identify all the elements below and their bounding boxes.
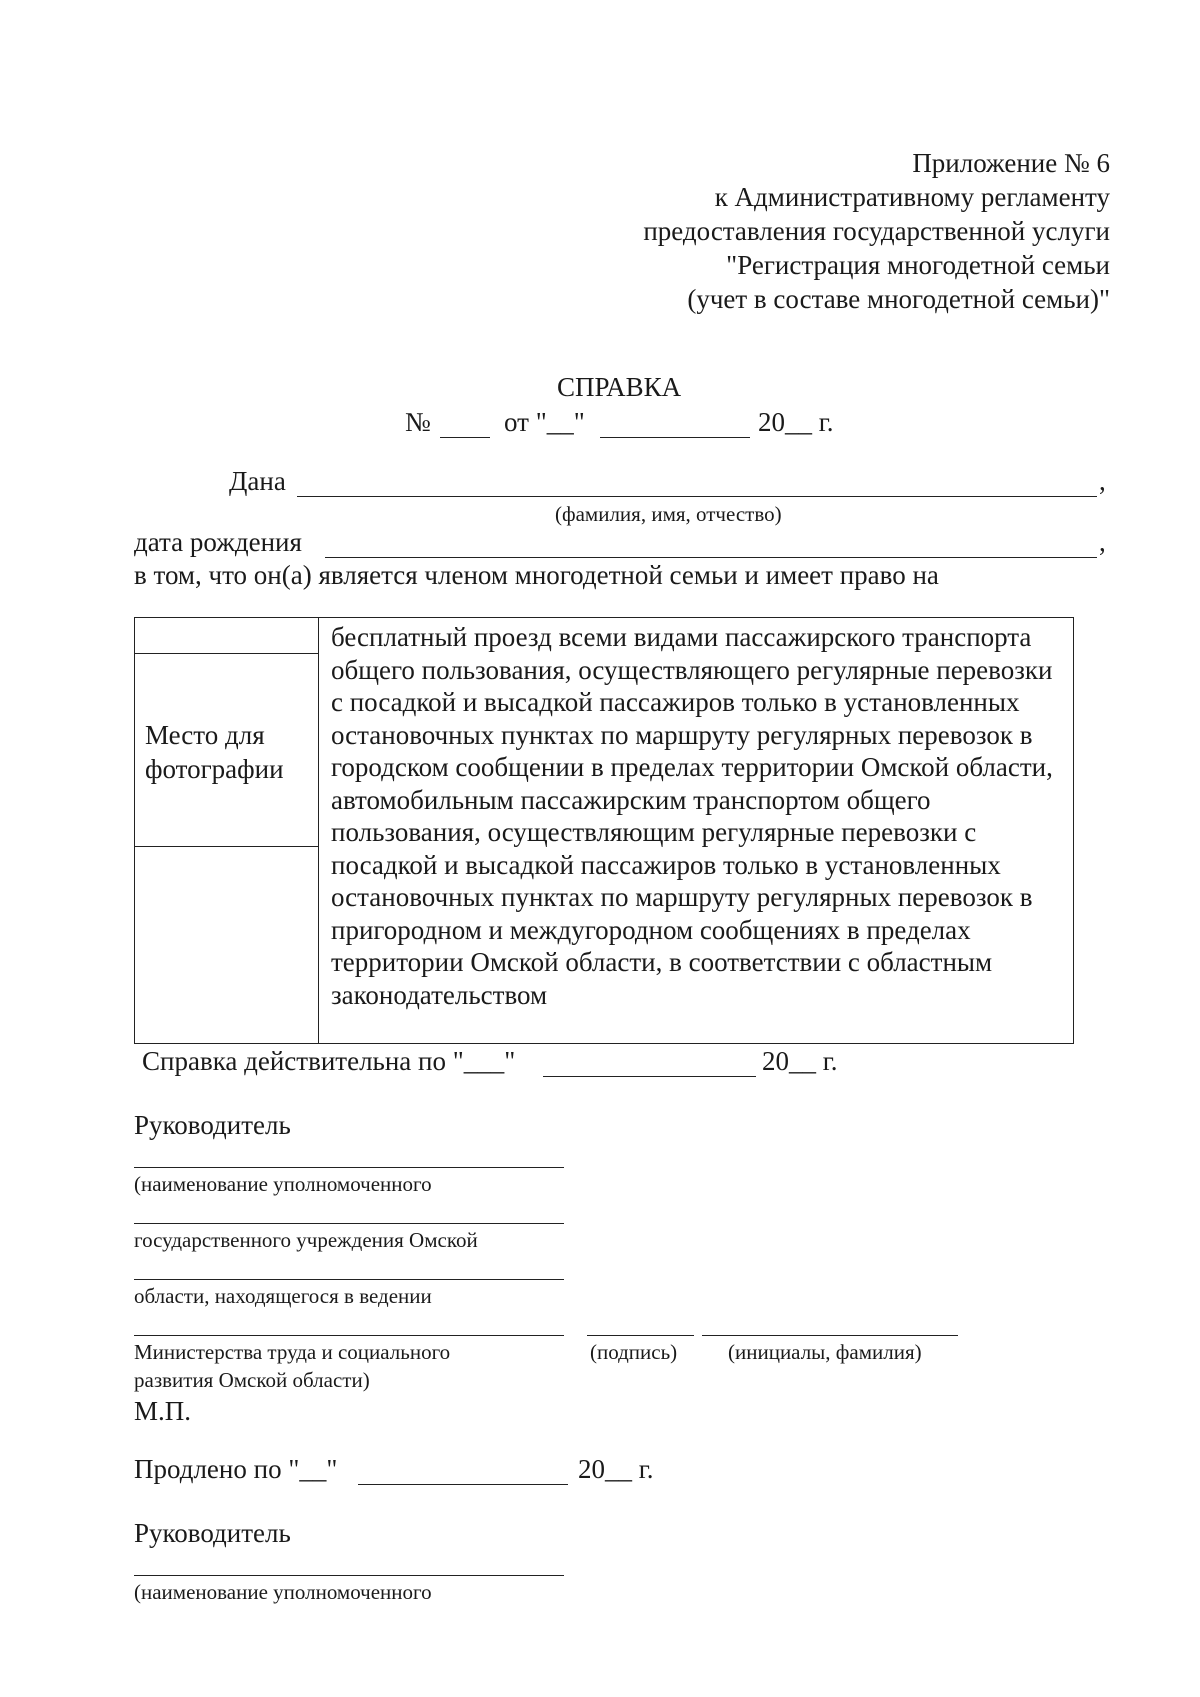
rights-cell (319, 618, 1074, 1044)
rights-text: бесплатный проезд всеми видами пассажирского транспорта общего пользования, осуществляющего регулярные перевозки с посадкой и высадкой пассажиров только в установленных остановочных пунктах по маршруту регулярных перевозок в городском сообщении в пределах территории Омской области, автомобильным пассажирским транспортом общего пользования, осуществляющим регулярные перевозки с посадкой и высадкой пассажиров только в установленных остановочных пунктах по маршруту регулярных перевозок в пригородном и междугородном сообщениях в пределах территории Омской области, в соответствии с областным законодательством (331, 622, 1053, 1010)
appendix-line: "Регистрация многодетной семьи (726, 250, 1110, 280)
appendix-line: (учет в составе многодетной семьи)" (687, 284, 1110, 314)
fio-caption: (фамилия, имя, отчество) (555, 502, 782, 526)
signature-blank (587, 1335, 694, 1336)
org-blank (134, 1167, 564, 1168)
seal-label: М.П. (134, 1396, 192, 1426)
date-from-label: от "__" (504, 407, 585, 437)
initials-blank (702, 1335, 958, 1336)
appendix-line: Приложение № 6 (912, 148, 1110, 178)
rights-table (134, 617, 1074, 1044)
org-blank (134, 1335, 564, 1336)
appendix-line: предоставления государственной услуги (643, 216, 1110, 246)
extension-year-label: 20__ г. (578, 1454, 654, 1484)
validity-month-blank (543, 1076, 756, 1077)
birth-date-label: дата рождения (134, 527, 302, 557)
birth-date-blank (325, 557, 1097, 558)
org-caption-line: (наименование уполномоченного (134, 1172, 432, 1196)
appendix-block (643, 146, 1110, 316)
document-title: СПРАВКА (557, 372, 682, 402)
photo-label (145, 718, 284, 786)
extension-label: Продлено по "__" (134, 1454, 338, 1484)
org-caption-line: развития Омской области) (134, 1368, 370, 1392)
photo-area (135, 618, 318, 1043)
photo-divider (135, 653, 318, 654)
validity-label: Справка действительна по "___" (142, 1046, 516, 1076)
extension-head-label: Руководитель (134, 1518, 291, 1548)
head-label: Руководитель (134, 1110, 291, 1140)
extension-org-caption: (наименование уполномоченного (134, 1580, 432, 1604)
extension-month-blank (358, 1484, 568, 1485)
org-caption-line: области, находящегося в ведении (134, 1284, 432, 1308)
org-caption-line: государственного учреждения Омской (134, 1228, 478, 1252)
comma: , (1099, 527, 1106, 557)
photo-cell (135, 618, 319, 1044)
photo-label-line: Место для (145, 720, 265, 750)
statement-text: в том, что он(а) является членом многодетной семьи и имеет право на (134, 560, 939, 590)
number-blank (440, 437, 490, 438)
initials-caption: (инициалы, фамилия) (728, 1340, 922, 1364)
org-blank (134, 1279, 564, 1280)
validity-year-label: 20__ г. (762, 1046, 838, 1076)
photo-divider (135, 846, 318, 847)
org-blank (134, 1223, 564, 1224)
year-label: 20__ г. (758, 407, 834, 437)
org-caption-line: Министерства труда и социального (134, 1340, 451, 1364)
month-blank (600, 437, 750, 438)
photo-label-line: фотографии (145, 754, 284, 784)
comma: , (1099, 466, 1106, 496)
extension-org-blank (134, 1575, 564, 1576)
signature-caption: (подпись) (590, 1340, 678, 1364)
appendix-line: к Административному регламенту (714, 182, 1110, 212)
fio-blank (297, 496, 1097, 497)
number-sign: № (405, 407, 431, 437)
given-label: Дана (229, 466, 286, 496)
